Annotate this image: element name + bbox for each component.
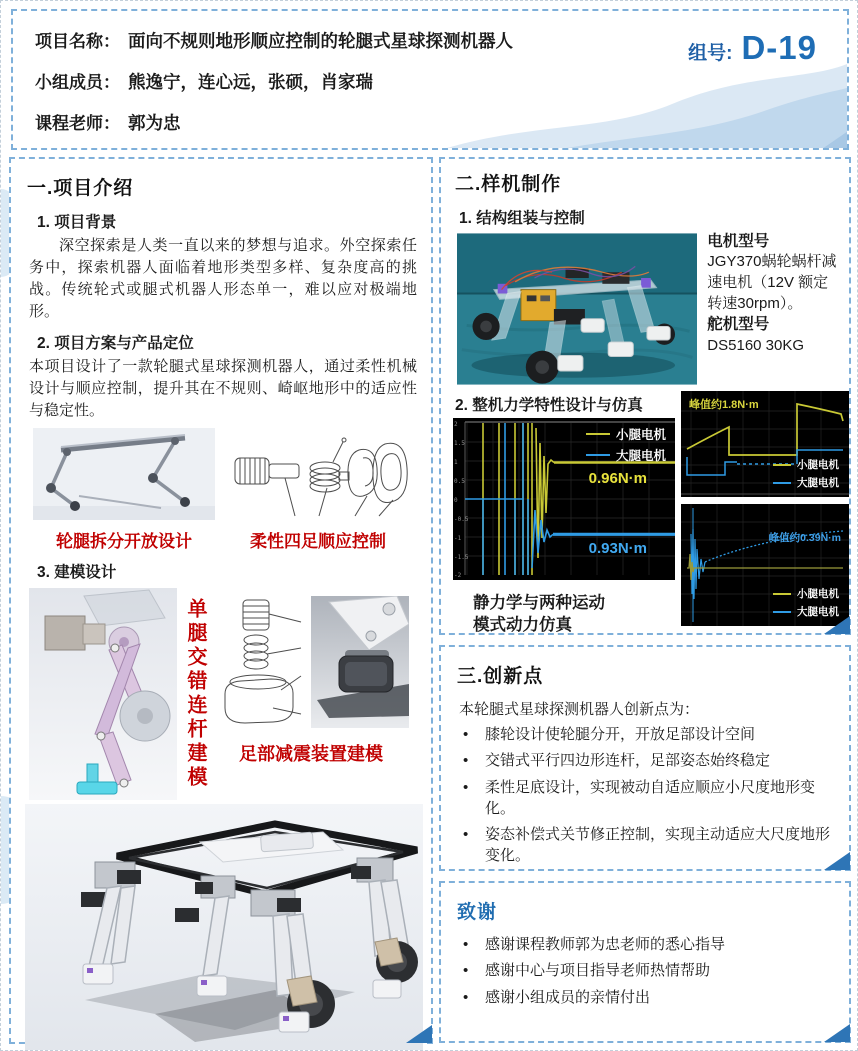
group-number-label: 组号:: [688, 43, 733, 64]
group-number: D-19: [741, 29, 817, 66]
teacher-label: 课程老师：: [35, 114, 120, 133]
corner-triangle: [824, 616, 850, 634]
peak-annotation: 峰值约1.8N·m: [689, 399, 759, 411]
intro-panel: [9, 157, 433, 1044]
simulation-title: 2. 整机力学特性设计与仿真: [455, 397, 643, 414]
corner-triangle: [824, 852, 850, 870]
legend-swatch-blue: [773, 611, 791, 613]
legend-swatch-blue: [586, 454, 610, 456]
legend-swatch-blue: [773, 482, 791, 484]
prototype-panel: [439, 157, 851, 635]
legend-swatch-yellow: [773, 593, 791, 595]
single-leg-vertical-caption: 单腿交错连杆建模: [184, 598, 206, 791]
single-leg-cad-image: [29, 588, 177, 800]
teacher-value: 郭为忠: [128, 113, 181, 133]
background-text: 深空探索是人类一直以来的梦想与追求。外空探索任务中，探索机器人面临着地形类型多样、复杂度高的挑战。传统轮式或腿式机器人形态单一，难以应对极端地形。: [29, 237, 417, 321]
members-label: 小组成员：: [35, 73, 120, 92]
assembly-title: 1. 结构组装与控制: [459, 210, 585, 227]
torque-annotation-small-leg: 0.96N·m: [588, 470, 647, 487]
innovation-list: [455, 724, 835, 867]
prototype-photo: [457, 231, 697, 387]
acknowledgement-section-title: 致谢: [457, 902, 498, 923]
wheel-leg-caption: 轮腿拆分开放设计: [56, 532, 192, 552]
background-title: 1. 项目背景: [37, 214, 117, 231]
flexible-foot-exploded-image: [227, 428, 409, 520]
foot-damper-render: [311, 596, 409, 728]
acknowledgement-item: • 感谢小组成员的亲情付出: [455, 987, 835, 1008]
innovation-section-title: 三.创新点: [457, 666, 544, 687]
svg-text:-0.5: -0.5: [454, 516, 469, 523]
innovation-item: • 膝轮设计使轮腿分开，开放足部设计空间: [455, 724, 835, 745]
corner-triangle: [824, 1024, 850, 1042]
motion-mode2-chart: [681, 504, 849, 626]
svg-text:-1: -1: [454, 535, 462, 542]
torque-annotation-big-leg: 0.93N·m: [588, 540, 647, 557]
full-robot-cad-image: [25, 804, 423, 1050]
motor-spec-text: [707, 231, 841, 387]
foot-damper-drawing: [213, 596, 305, 728]
servo-model-label: 舵机型号: [707, 316, 770, 334]
acknowledgement-item: • 感谢课程教师郭为忠老师的悉心指导: [455, 934, 835, 955]
chart-legend: [773, 457, 839, 490]
legend-label: 小腿电机: [615, 428, 666, 442]
motor-model-label: 电机型号: [707, 233, 770, 250]
project-name-label: 项目名称：: [35, 32, 120, 51]
legend-label: 大腿电机: [797, 606, 839, 618]
foot-damper-caption: 足部减震装置建模: [239, 744, 383, 765]
innovation-intro: 本轮腿式星球探测机器人创新点为：: [459, 701, 700, 718]
plan-text: 本项目设计了一款轮腿式星球探测机器人，通过柔性机械设计与顺应控制，提升其在不规则、崎岖地形中的适应性与稳定性。: [29, 358, 417, 420]
acknowledgement-list: [455, 934, 835, 1008]
members-value: 熊逸宁，连心远，张硕，肖家瑞: [128, 72, 373, 92]
innovation-panel: [439, 645, 851, 871]
group-number-block: [688, 29, 817, 67]
legend-label: 大腿电机: [797, 477, 839, 489]
svg-text:2: 2: [454, 421, 458, 428]
svg-text:1: 1: [454, 459, 458, 466]
innovation-item: • 交错式平行四边形连杆，足部姿态始终稳定: [455, 750, 835, 771]
acknowledgement-panel: [439, 881, 851, 1043]
acknowledgement-item: • 感谢中心与项目指导老师热情帮助: [455, 960, 835, 981]
modeling-title: 3. 建模设计: [37, 564, 117, 582]
plan-title: 2. 项目方案与产品定位: [37, 335, 194, 353]
wheel-leg-cad-figure: [33, 428, 215, 552]
motor-model-desc: JGY370蜗轮蜗杆减速电机（12V 额定转速30rpm）。: [707, 253, 837, 312]
svg-text:0: 0: [454, 497, 458, 504]
legend-swatch-yellow: [586, 433, 610, 435]
project-title: 面向不规则地形顺应控制的轮腿式星球探测机器人: [128, 31, 513, 51]
svg-text:0.5: 0.5: [454, 478, 465, 485]
innovation-item: • 柔性足底设计，实现被动自适应顺应小尺度地形变化。: [455, 777, 835, 820]
flexible-foot-figure: [227, 428, 409, 552]
svg-text:1.5: 1.5: [454, 440, 465, 447]
legend-label: 小腿电机: [797, 459, 839, 471]
peak-annotation: 峰值约0.39N·m: [768, 532, 841, 544]
servo-model-desc: DS5160 30KG: [707, 336, 805, 354]
chart-legend: [586, 425, 666, 464]
intro-section-title: 一.项目介绍: [27, 178, 134, 199]
simulation-caption: 静力学与两种运动 模式动力仿真: [473, 594, 605, 635]
innovation-item: • 姿态补偿式关节修正控制，实现主动适应大尺度地形变化。: [455, 824, 835, 867]
svg-text:-2: -2: [454, 572, 462, 579]
prototype-section-title: 二.样机制作: [455, 174, 562, 195]
legend-label: 大腿电机: [615, 449, 666, 463]
legend-swatch-yellow: [773, 464, 791, 466]
corner-triangle: [406, 1025, 432, 1043]
legend-label: 小腿电机: [797, 588, 839, 600]
wheel-leg-cad-image: [33, 428, 215, 520]
svg-text:-1.5: -1.5: [454, 554, 469, 561]
flexible-foot-caption: 柔性四足顺应控制: [250, 532, 386, 552]
header-panel: [11, 9, 849, 150]
statics-torque-chart: [453, 418, 675, 580]
motion-mode1-chart: [681, 391, 849, 497]
chart-legend: [773, 586, 839, 619]
